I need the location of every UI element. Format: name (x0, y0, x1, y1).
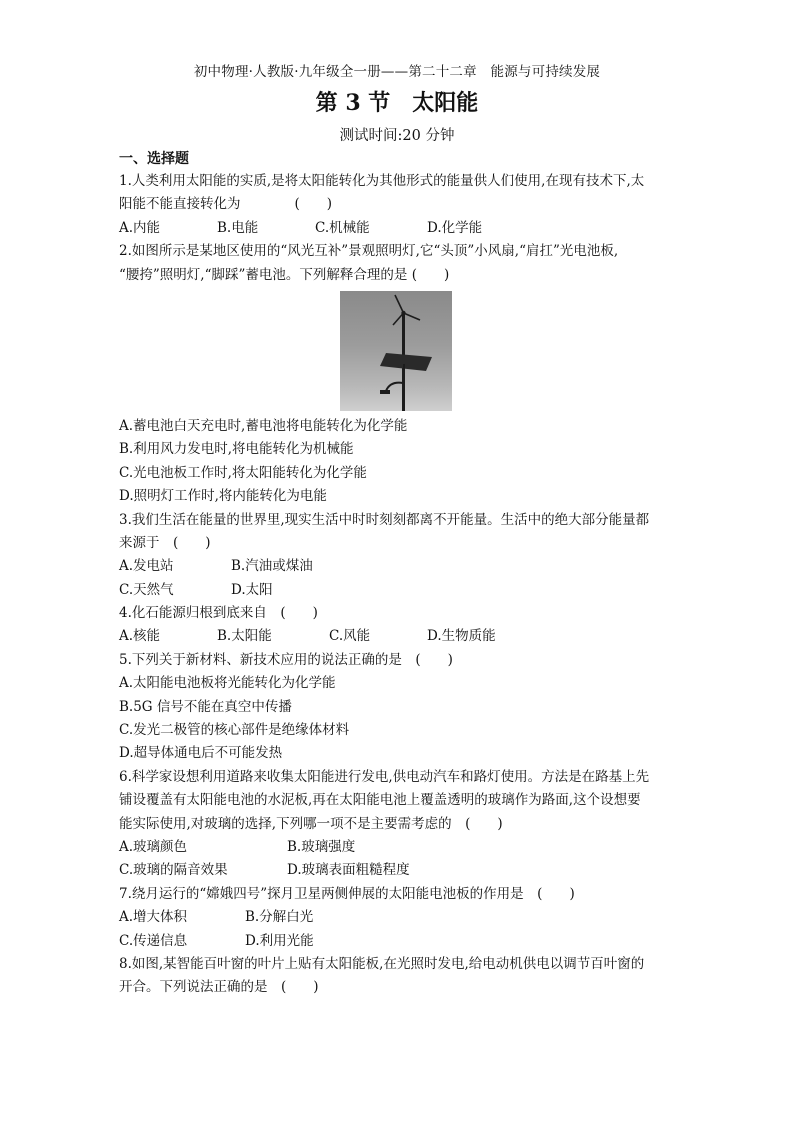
question-3-options-row2 (119, 579, 679, 602)
question-4-text: 4.化石能源归根到底来自 ( ) (119, 605, 318, 622)
option-b: B.电能 (217, 219, 259, 236)
question-7-options-row2 (119, 930, 679, 953)
question-7-text: 7.绕月运行的“嫦娥四号”探月卫星两侧伸展的太阳能电池板的作用是 ( ) (119, 885, 575, 902)
option-d: D.化学能 (427, 219, 483, 236)
question-8-text: 8.如图,某智能百叶窗的叶片上贴有太阳能板,在光照时发电,给电动机供电以调节百叶窗的 (119, 955, 645, 972)
question-2-figure (119, 287, 679, 415)
question-2-text: 2.如图所示是某地区使用的“风光互补”景观照明灯,它“头顶”小风扇,“肩扛”光电池板, (119, 243, 619, 260)
question-4-options (119, 625, 679, 648)
question-5-option-b: B.5G 信号不能在真空中传播 (119, 698, 292, 715)
option-c: C.天然气 (119, 581, 174, 598)
option-a: A.核能 (119, 628, 161, 645)
option-a: A.玻璃颜色 (119, 838, 188, 855)
question-5-text: 5.下列关于新材料、新技术应用的说法正确的是 ( ) (119, 651, 453, 668)
option-a: A.发电站 (119, 558, 174, 575)
option-b: B.分解白光 (245, 909, 314, 926)
question-2-text-cont: “腰挎”照明灯,“脚踩”蓄电池。下列解释合理的是 ( ) (119, 266, 450, 283)
page-title: 第 3 节 太阳能 (315, 90, 479, 116)
question-5-option-c: C.发光二极管的核心部件是绝缘体材料 (119, 722, 350, 739)
option-b: B.玻璃强度 (287, 838, 356, 855)
test-time: 测试时间:20 分钟 (339, 128, 455, 144)
option-c: C.风能 (329, 628, 371, 645)
question-6-text: 6.科学家设想利用道路来收集太阳能进行发电,供电动汽车和路灯使用。方法是在路基上先 (119, 768, 650, 785)
option-a: A.增大体积 (119, 909, 188, 926)
question-6-options-row1 (119, 836, 679, 859)
question-3-text-cont: 来源于 ( ) (119, 534, 211, 551)
section-heading: 一、选择题 (119, 151, 189, 167)
option-d: D.太阳 (231, 581, 273, 598)
question-5-option-d: D.超导体通电后不可能发热 (119, 745, 283, 762)
question-6-options-row2 (119, 859, 679, 882)
option-d: D.生物质能 (427, 628, 496, 645)
question-1-options (119, 217, 679, 240)
question-2-option-d: D.照明灯工作时,将内能转化为电能 (119, 488, 327, 505)
option-c: C.传递信息 (119, 932, 188, 949)
streetlight-illustration (340, 291, 452, 411)
question-6-text-cont2: 能实际使用,对玻璃的选择,下列哪一项不是主要需考虑的 ( ) (119, 815, 503, 832)
question-2-option-c: C.光电池板工作时,将太阳能转化为化学能 (119, 464, 367, 481)
option-c: C.玻璃的隔音效果 (119, 862, 228, 879)
question-3-options-row1 (119, 555, 679, 578)
question-1-text: 1.人类利用太阳能的实质,是将太阳能转化为其他形式的能量供人们使用,在现有技术下,太 (119, 173, 645, 189)
question-3-text: 3.我们生活在能量的世界里,现实生活中时时刻刻都离不开能量。生活中的绝大部分能量都 (119, 511, 650, 528)
page-header: 初中物理·人教版·九年级全一册——第二十二章 能源与可持续发展 (193, 64, 601, 80)
question-8-text-cont: 开合。下列说法正确的是 ( ) (119, 979, 319, 996)
option-d: D.利用光能 (245, 932, 314, 949)
option-a: A.内能 (119, 219, 161, 236)
option-b: B.太阳能 (217, 628, 272, 645)
option-b: B.汽油或煤油 (231, 558, 313, 575)
option-d: D.玻璃表面粗糙程度 (287, 862, 410, 879)
question-7-options-row1 (119, 906, 679, 929)
question-2-option-a: A.蓄电池白天充电时,蓄电池将电能转化为化学能 (119, 417, 408, 434)
question-2-option-b: B.利用风力发电时,将电能转化为机械能 (119, 441, 354, 458)
question-5-option-a: A.太阳能电池板将光能转化为化学能 (119, 675, 336, 692)
option-c: C.机械能 (315, 219, 370, 236)
question-6-text-cont: 铺设覆盖有太阳能电池的水泥板,再在太阳能电池上覆盖透明的玻璃作为路面,这个设想要 (119, 792, 641, 809)
question-list (119, 148, 679, 1000)
question-1-text-cont: 阳能不能直接转化为 ( ) (119, 196, 333, 213)
wind-solar-streetlight-photo (340, 291, 452, 411)
